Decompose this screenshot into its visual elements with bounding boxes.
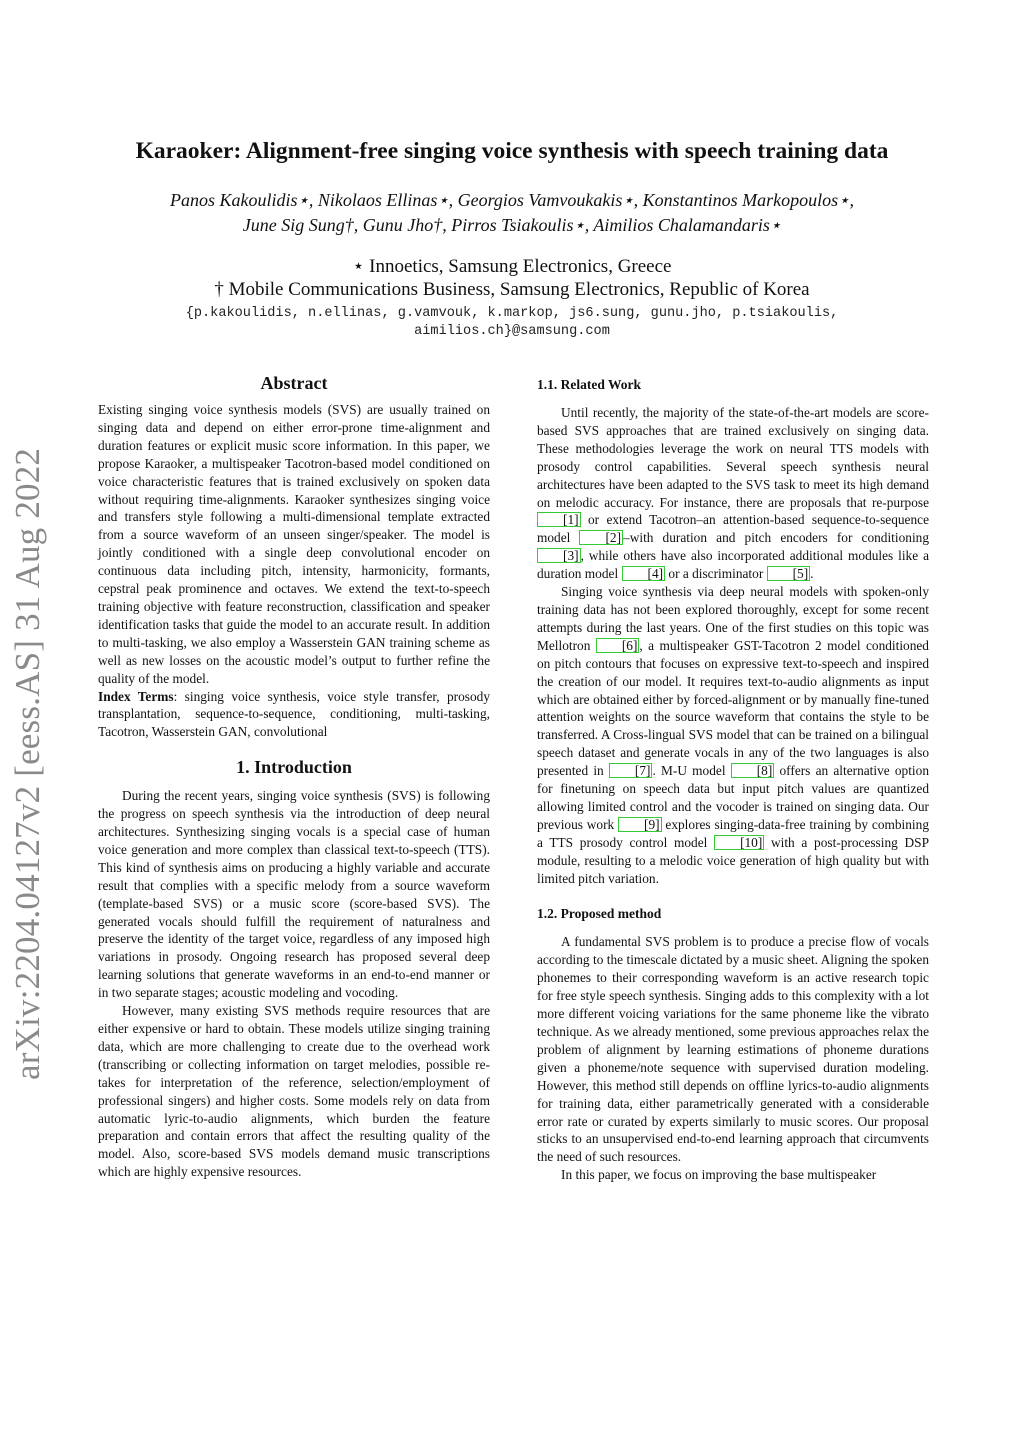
text-run: explores singing-data-free training by combining a TTS prosody control model [537, 816, 929, 850]
intro-paragraph-2: However, many existing SVS methods require resources that are either expensive or hard to obtain. These models utilize singing training data, which are more challenging to create due to the overhead work (transcribing or collecting information on target melodies, possible re-takes for interpretation of the reference, selection/employment of professional singers) and higher costs. Some models rely on data from automatic lyric-to-audio alignments, which burden the feature preparation and contain errors that affect the resulting quality of the model. Also, score-based SVS models demand music transcriptions which are highly expensive resources. [98, 1003, 490, 1180]
citation-link-3[interactable]: [3] [537, 548, 581, 563]
index-terms-label: Index Terms [98, 688, 174, 704]
emails-line-1: {p.kakoulidis, n.ellinas, g.vamvouk, k.markop, js6.sung, gunu.jho, p.tsiakoulis, [185, 306, 839, 321]
emails-line-2: aimilios.ch}@samsung.com [414, 324, 610, 339]
text-run: , while others have also incorporated additional modules like a duration model [537, 548, 929, 582]
index-terms-list: : singing voice synthesis, voice style transfer, prosody transplantation, sequence-to-sequence, conditioning, multi-tasking, Tacotron, Wasserstein GAN, convolutional [98, 688, 490, 740]
text-run: offers an alternative option for finetuning on speech data but input pitch values are quantized allowing limited control and the vocoder is trained on singing data. Our previous work [537, 763, 929, 832]
text-run: or a discriminator [665, 566, 767, 582]
index-terms [98, 688, 490, 742]
citation-link-9[interactable]: [9] [618, 817, 662, 832]
introduction-heading: 1. Introduction [236, 757, 352, 778]
right-column [537, 372, 929, 1184]
text-run: , a multispeaker GST-Tacotron 2 model conditioned on pitch contours that focuses on expressive text-to-speech and inspired the creation of our model. It requires text-to-audio alignments as input which are obtained either by forced-alignment or by manually fine-tuned attention weights on the source waveform that contains the style to be transferred. A Cross-lingual SVS model that can be trained on a bilingual speech dataset and generate vocals in any of the two languages is also presented in [537, 637, 929, 779]
related-work-paragraph-2 [537, 583, 929, 887]
citation-link-5[interactable]: [5] [767, 566, 811, 581]
authors-line-1: Panos Kakoulidis⋆, Nikolaos Ellinas⋆, Georgios Vamvoukakis⋆, Konstantinos Markopoulos⋆, [170, 190, 854, 210]
proposed-method-heading: 1.2. Proposed method [537, 906, 662, 922]
author-emails [100, 305, 924, 341]
affiliation-innoetics: ⋆ Innoetics, Samsung Electronics, Greece [352, 256, 672, 277]
text-run: . M-U model [652, 763, 731, 779]
intro-paragraph-1: During the recent years, singing voice synthesis (SVS) is following the progress on speech synthesis via the introduction of deep neural architectures. Synthesizing singing vocals is a special case of human voice generation and more complex than classical text-to-speech (TTS). This kind of synthesis aims on producing a highly variable and accurate result that complies with a specific melody from a source waveform (template-based SVS) or a music score (score-based SVS). The generated vocals should fulfill the requirement of naturalness and preserve the identity of the target voice, regardless of any imposed high variations in prosody. Ongoing research has proposed several deep learning solutions that generate waveforms in an end-to-end manner or in two separate stages; acoustic modeling and vocoding. [98, 788, 490, 1001]
text-run: or extend Tacotron–an attention-based sequence-to-sequence model [537, 512, 929, 546]
citation-link-10[interactable]: [10] [714, 835, 764, 850]
citation-link-8[interactable]: [8] [731, 763, 775, 778]
citation-link-7[interactable]: [7] [609, 763, 653, 778]
text-run: Singing voice synthesis via deep neural models with spoken-only training data has not been explored thoroughly, except for some recent attempts during the last years. One of the first studies on this topic was Mellotron [537, 584, 929, 653]
citation-link-1[interactable]: [1] [537, 512, 581, 527]
authors-line-2: June Sig Sung†, Gunu Jho†, Pirros Tsiakoulis⋆, Aimilios Chalamandaris⋆ [242, 215, 782, 235]
abstract-body: Existing singing voice synthesis models (SVS) are usually trained on singing data and depend on either error-prone time-alignment and duration features or explicit music score information. In this paper, we propose Karaoker, a multispeaker Tacotron-based model conditioned on voice characteristic features that is trained exclusively on spoken data without requiring time-alignments. Karaoker synthesizes singing voice and transfers style following a multi-dimensional template extracted from a source waveform of an unseen singer/speaker. The model is jointly conditioned with a single deep convolutional encoder on continuous data including pitch, intensity, harmonicity, formants, cepstral peak prominence and octaves. We extend the text-to-speech training objective with feature reconstruction, classification and speaker identification tasks that guide the model to an accurate result. In addition to multi-tasking, we also employ a Wasserstein GAN training scheme as well as new losses on the acoustic model’s output to further refine the quality of the model. [98, 402, 490, 686]
proposed-method-paragraph-2: In this paper, we focus on improving the base multispeaker [561, 1167, 877, 1183]
arxiv-identifier-stamp[interactable]: arXiv:2204.04127v2 [eess.AS] 31 Aug 2022 [8, 447, 47, 1080]
citation-link-4[interactable]: [4] [622, 566, 666, 581]
paper-title: Karaoker: Alignment-free singing voice synthesis with speech training data [135, 138, 889, 164]
citation-link-6[interactable]: [6] [596, 638, 640, 653]
author-list [80, 188, 944, 238]
affiliations [80, 255, 944, 301]
text-run: with a post-processing DSP module, resulting to a melodic voice generation of high quality but with limited pitch variation. [537, 834, 929, 886]
text-run: Until recently, the majority of the state-of-the-art models are score-based SVS approaches that are trained exclusively on singing data. These methodologies leverage the work on neural TTS models with prosody control capabilities. Several speech synthesis neural architectures have been adapted to the SVS task to meet its high demand on melodic accuracy. For instance, there are proposals that re-purpose [537, 405, 929, 510]
related-work-paragraph-1 [537, 404, 929, 583]
related-work-heading: 1.1. Related Work [537, 377, 641, 392]
proposed-method-paragraph-1: A fundamental SVS problem is to produce a precise flow of vocals according to the timescale dictated by a music sheet. Aligning the spoken phonemes to their corresponding waveform is an active research topic for free style speech synthesis. Singing adds to this complexity with a lot more different voicing variations for the same phoneme like the vibrato technique. As we already mentioned, some previous approaches relax the problem of alignment by learning estimations of phoneme durations given a phoneme/note sequence with supervised duration modeling. However, this method still depends on offline lyrics-to-audio alignments for training data, either parametrically generated with a considerable error rate or curated by experts similarly to music scores. Our proposal sticks to an unsupervised end-to-end learning approach that circumvents the need of such resources. [537, 934, 929, 1165]
text-run: . [810, 566, 814, 582]
abstract-heading: Abstract [260, 373, 328, 393]
text-run: –with duration and pitch encoders for conditioning [623, 530, 929, 546]
affiliation-samsung-korea: † Mobile Communications Business, Samsung Electronics, Republic of Korea [214, 279, 810, 300]
left-column [98, 372, 490, 1181]
citation-link-2[interactable]: [2] [579, 530, 623, 545]
